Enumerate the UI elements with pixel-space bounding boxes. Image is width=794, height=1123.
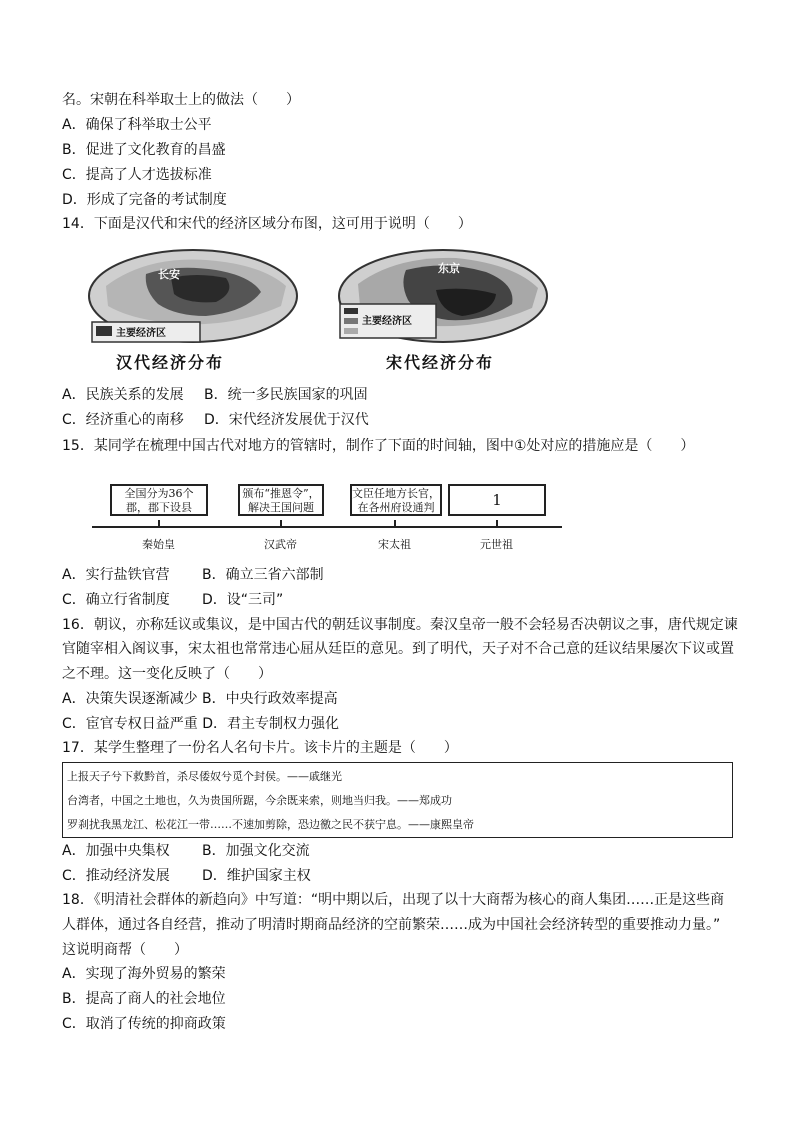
- timeline-tick-4: [496, 520, 498, 528]
- q16-options-row2: C．宦官专权日益严重 D．君主专制权力强化: [62, 716, 340, 732]
- timeline-tick-2: [280, 520, 282, 528]
- timeline-label-2: 汉武帝: [264, 538, 297, 551]
- timeline-tick-3: [394, 520, 396, 528]
- quote-1: 上报天子兮下救黔首，杀尽倭奴兮觅个封侯。——戚继光: [67, 770, 342, 783]
- song-economic-map: [336, 246, 551, 372]
- quote-card: [62, 762, 733, 838]
- q16-stem-line2: 官随宰相入阁议事，宋太祖也常常违心屈从廷臣的意见。到了明代，天子对不合己意的廷议结果屡次下议或置: [62, 641, 734, 657]
- timeline-label-3: 宋太祖: [378, 538, 411, 551]
- quote-3: 罗刹扰我黑龙江、松花江一带……不速加剪除，恐边徼之民不获宁息。——康熙皇帝: [67, 818, 474, 831]
- q17-option-d: D．维护国家主权: [202, 868, 311, 884]
- song-capital-label: 东京: [438, 262, 460, 275]
- q17-options-row1: [62, 841, 310, 861]
- q15-option-a: A．实行盐铁官营: [62, 567, 170, 583]
- timeline-label-4: 元世祖: [480, 538, 513, 551]
- q18-option-a: A．实现了海外贸易的繁荣: [62, 966, 226, 982]
- song-legend-label: 主要经济区: [362, 316, 412, 327]
- timeline-box-2-line1: 颁布“推恩令”，: [242, 487, 320, 500]
- song-map-caption: 宋代经济分布: [386, 353, 495, 372]
- q18-stem-line3: 这说明商帮（ ）: [62, 942, 188, 958]
- q18-stem-line2: 人群体，通过各自经营，推动了明清时期商品经济的空前繁荣……成为中国社会经济转型的重要推动力量。”: [62, 917, 721, 933]
- q15-option-c: C．确立行省制度: [62, 592, 170, 608]
- timeline-box-3: [350, 484, 442, 516]
- han-map-caption: 汉代经济分布: [116, 353, 225, 372]
- q14-option-d: D．宋代经济发展优于汉代: [204, 412, 369, 428]
- q15-option-b: B．确立三省六部制: [202, 567, 324, 583]
- q17-options-row2: [62, 866, 311, 886]
- economic-maps-figure: [86, 246, 556, 374]
- q14-option-c: C．经济重心的南移: [62, 412, 184, 428]
- q15-stem: 15．某同学在梳理中国古代对地方的管辖时，制作了下面的时间轴，图中①处对应的措施应是（ ）: [62, 438, 695, 454]
- timeline-box-3-line2: 在各州府设通判: [357, 501, 435, 514]
- timeline-box-4-marker: 1: [492, 491, 502, 509]
- q13-stem: 名。宋朝在科举取士上的做法（ ）: [62, 92, 300, 108]
- timeline-box-3-line1: 文臣任地方长官，: [352, 487, 440, 500]
- q18-stem-line1: 18．《明清社会群体的新趋向》中写道：“明中期以后，出现了以十大商帮为核心的商人集团……正是这些商: [62, 892, 725, 908]
- timeline-box-2: [238, 484, 324, 516]
- timeline-box-1-line2: 郡，郡下设县: [126, 501, 192, 514]
- q15-option-d: D．设“三司”: [202, 592, 284, 608]
- q16-stem-line3: 之不理。这一变化反映了（ ）: [62, 666, 272, 682]
- q13-option-c: C．提高了人才选拔标准: [62, 167, 212, 183]
- q16-stem-line1: 16．朝议，亦称廷议或集议，是中国古代的朝廷议事制度。秦汉皇帝一般不会轻易否决朝议之事，唐代规定谏: [62, 617, 738, 633]
- q14-option-a: A．民族关系的发展: [62, 387, 184, 403]
- timeline-box-1-line1: 全国分为36个: [124, 487, 194, 500]
- q13-option-d: D．形成了完备的考试制度: [62, 192, 227, 208]
- q13-option-b: B．促进了文化教育的昌盛: [62, 142, 226, 158]
- timeline-tick-1: [158, 520, 160, 528]
- q14-stem: 14．下面是汉代和宋代的经济区域分布图，这可用于说明（ ）: [62, 216, 472, 232]
- q14-options-row1: [62, 385, 368, 405]
- q15-options-row1: [62, 565, 324, 585]
- timeline-figure: [92, 478, 562, 558]
- q16-options-row1: A．决策失误逐渐减少 B．中央行政效率提高: [62, 691, 338, 707]
- q13-option-a: A．确保了科举取士公平: [62, 117, 212, 133]
- timeline-box-4: [448, 484, 546, 516]
- timeline-box-2-line2: 解决王国问题: [248, 501, 314, 514]
- q14-option-b: B．统一多民族国家的巩固: [204, 387, 368, 403]
- han-legend-label: 主要经济区: [116, 328, 166, 339]
- q17-option-a: A．加强中央集权: [62, 843, 170, 859]
- q17-stem: 17．某学生整理了一份名人名句卡片。该卡片的主题是（ ）: [62, 740, 458, 756]
- timeline-label-1: 秦始皇: [142, 538, 175, 551]
- quote-2: 台湾者，中国之土地也，久为贵国所踞，今余既来索，则地当归我。——郑成功: [67, 794, 452, 807]
- timeline-box-1: [110, 484, 208, 516]
- timeline-axis: [92, 526, 562, 528]
- q18-option-c: C．取消了传统的抑商政策: [62, 1016, 226, 1032]
- q14-options-row2: [62, 410, 369, 430]
- han-capital-label: 长安: [158, 268, 180, 281]
- han-economic-map: [86, 246, 301, 372]
- q17-option-b: B．加强文化交流: [202, 843, 310, 859]
- q15-options-row2: [62, 590, 283, 610]
- q17-option-c: C．推动经济发展: [62, 868, 170, 884]
- q18-option-b: B．提高了商人的社会地位: [62, 991, 226, 1007]
